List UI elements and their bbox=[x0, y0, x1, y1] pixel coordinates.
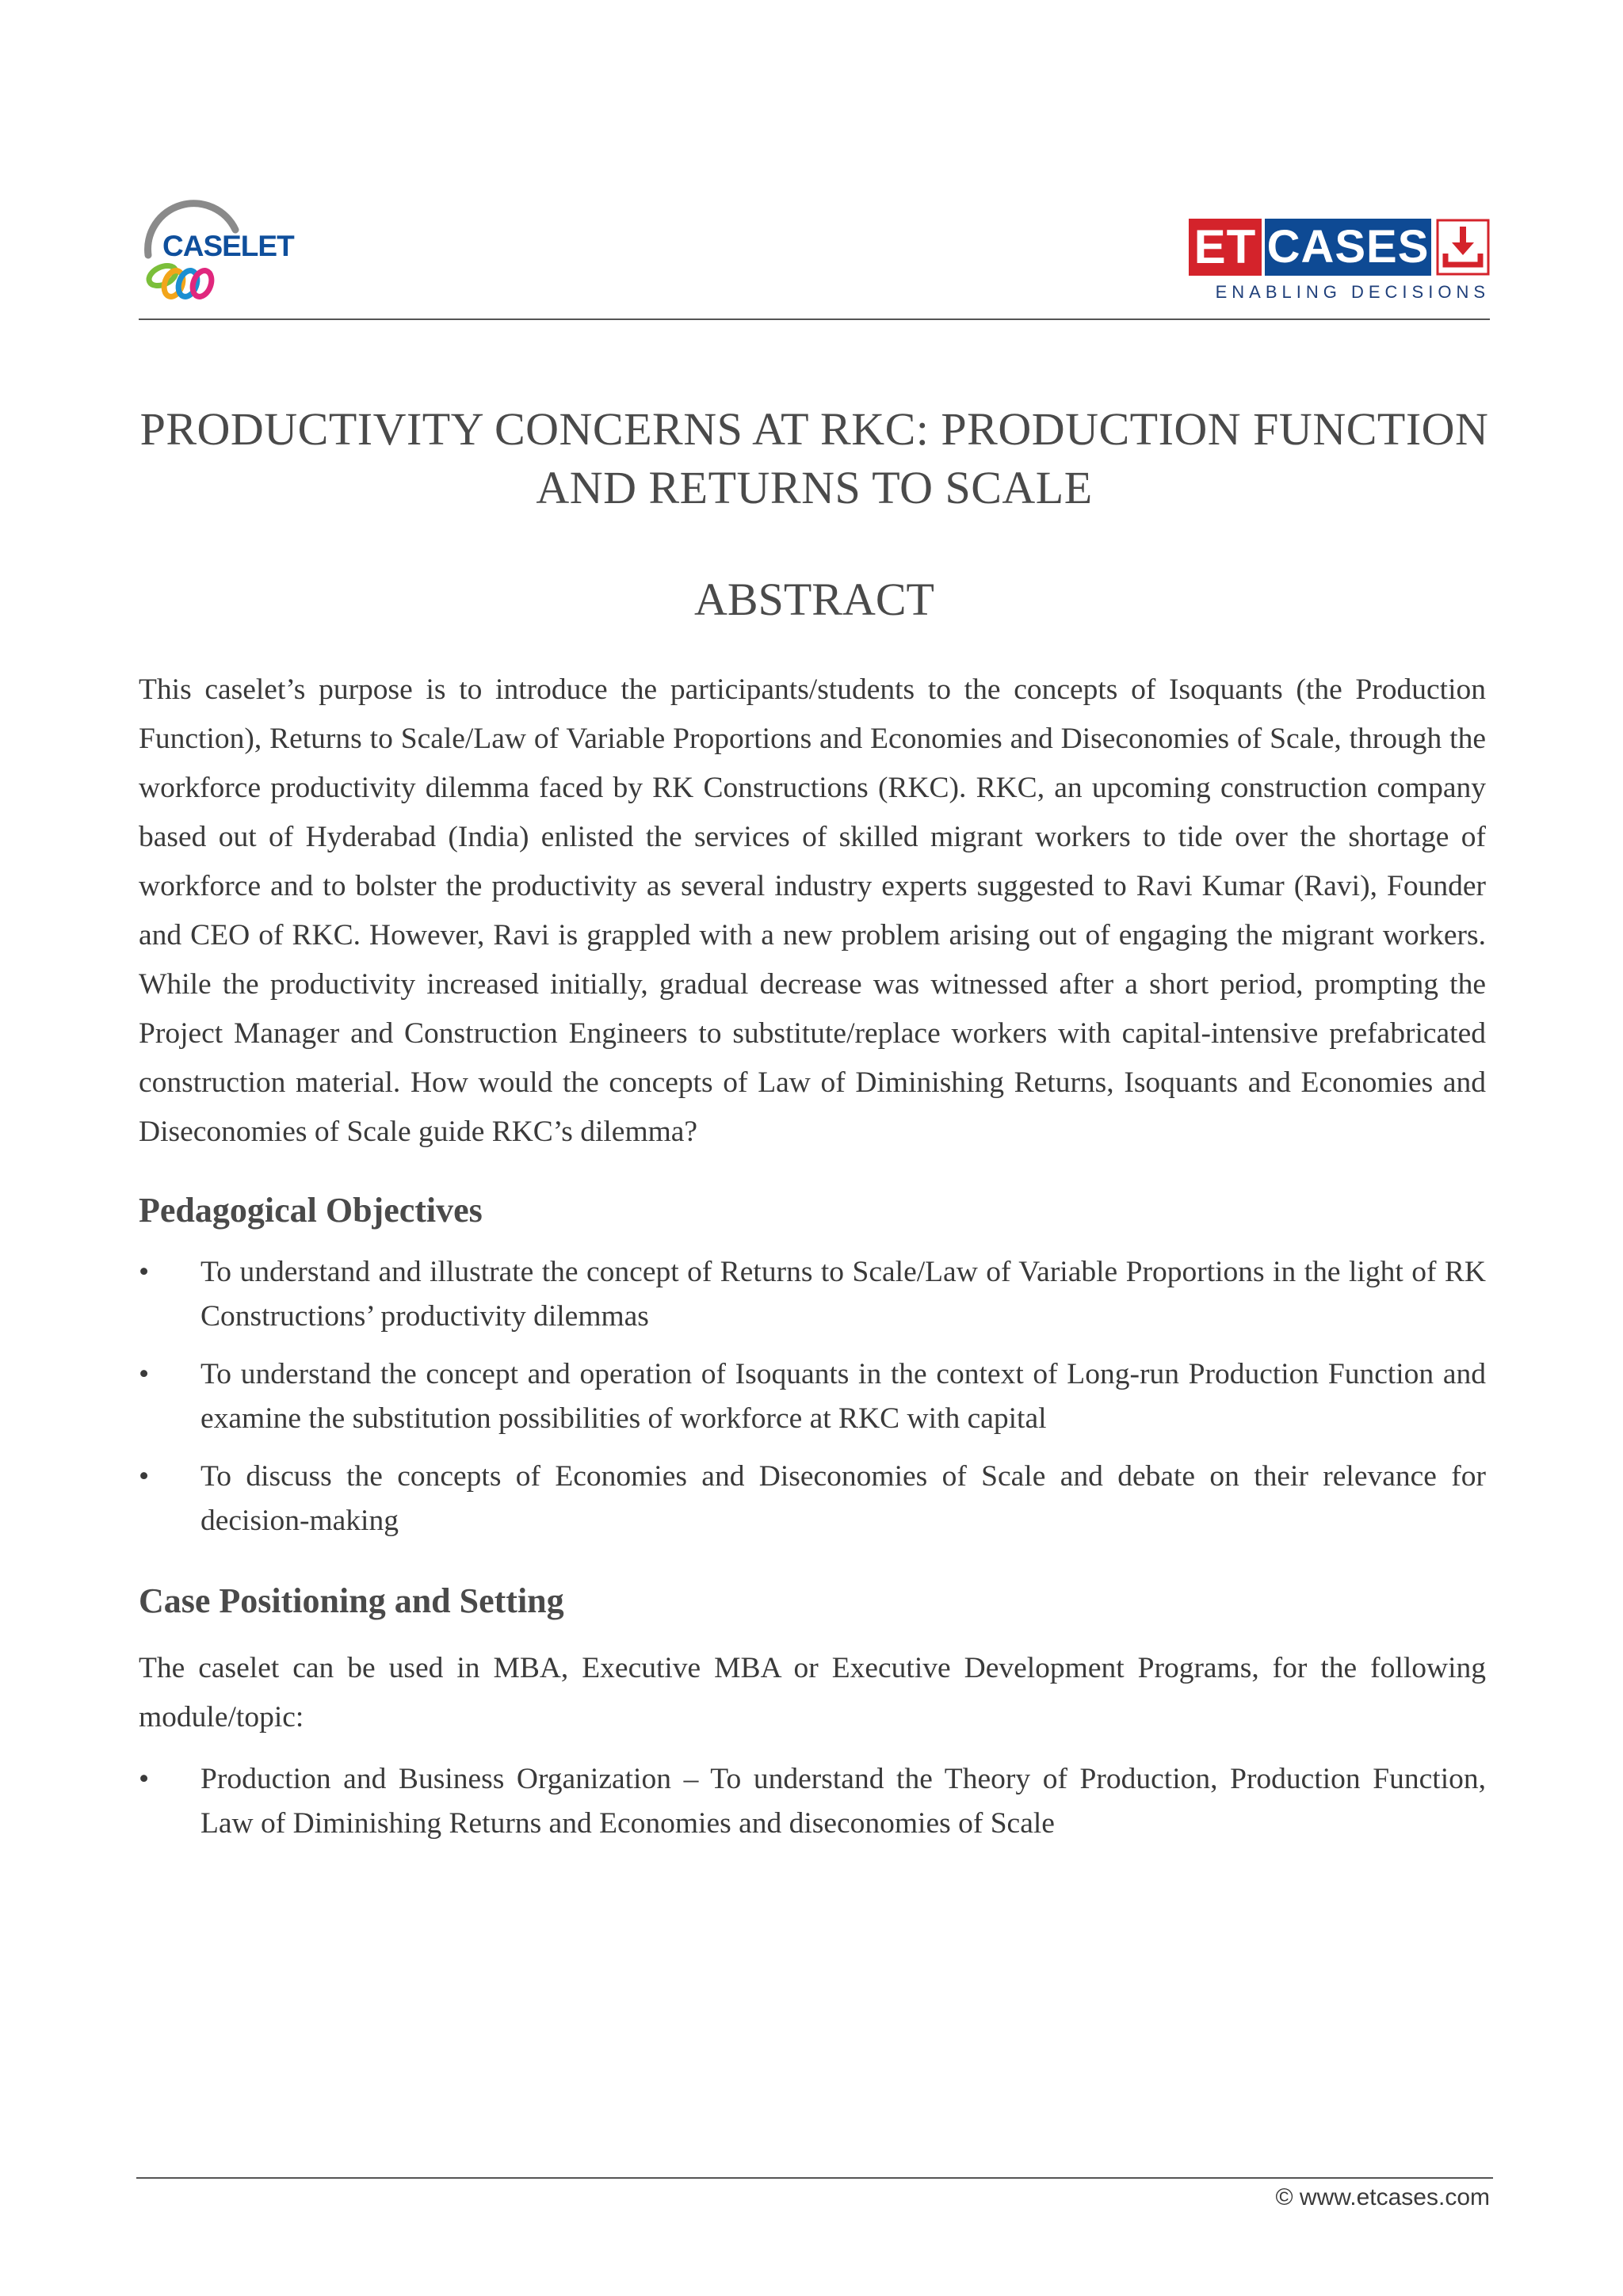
et-logo-block: ET bbox=[1189, 219, 1262, 276]
bullet-icon: • bbox=[139, 1460, 150, 1493]
download-icon bbox=[1436, 219, 1490, 276]
etcases-logo bbox=[1189, 219, 1490, 306]
list-item bbox=[139, 1250, 1486, 1339]
pedagogical-objectives-heading: Pedagogical Objectives bbox=[139, 1191, 483, 1230]
list-item-text: To discuss the concepts of Economies and Diseconomies of Scale and debate on their relevance for decision-making bbox=[200, 1460, 1486, 1537]
list-item bbox=[139, 1757, 1486, 1846]
list-item bbox=[139, 1455, 1486, 1543]
case-positioning-heading: Case Positioning and Setting bbox=[139, 1581, 564, 1620]
list-item-text: Production and Business Organization – To understand the Theory of Production, Production Function, Law of Diminishing Returns and Economies and diseconomies of Scale bbox=[200, 1763, 1486, 1840]
bullet-icon: • bbox=[139, 1358, 150, 1390]
footer-copyright: © www.etcases.com bbox=[1275, 2184, 1490, 2210]
list-item-text: To understand and illustrate the concept of Returns to Scale/Law of Variable Proportions in the light of RK Constructions’ productivity dilemmas bbox=[200, 1256, 1486, 1333]
abstract-heading: ABSTRACT bbox=[694, 574, 934, 625]
footer-divider bbox=[136, 2177, 1493, 2179]
page-header bbox=[139, 190, 1490, 320]
bullet-icon: • bbox=[139, 1256, 150, 1288]
case-positioning-paragraph: The caselet can be used in MBA, Executive MBA or Executive Development Programs, for the following module/topic: bbox=[139, 1652, 1486, 1733]
list-item-text: To understand the concept and operation of Isoquants in the context of Long-run Production Function and examine the substitution possibilities of workforce at RKC with capital bbox=[200, 1358, 1486, 1435]
etcases-tagline: ENABLING DECISIONS bbox=[1215, 282, 1490, 302]
bullet-icon: • bbox=[139, 1763, 150, 1795]
caselet-logo bbox=[139, 198, 321, 301]
case-positioning-list bbox=[139, 1757, 1486, 1859]
cases-logo-block: CASES bbox=[1265, 219, 1431, 276]
caselet-logo-text: CASELET bbox=[162, 230, 294, 262]
list-item bbox=[139, 1352, 1486, 1441]
document-title: PRODUCTIVITY CONCERNS AT RKC: PRODUCTION FUNCTION AND RETURNS TO SCALE bbox=[139, 403, 1489, 513]
abstract-paragraph: This caselet’s purpose is to introduce the participants/students to the concepts of Isoquants (the Production Function), Returns to Scale/Law of Variable Proportions and Economies and Diseconomies of Scale, through the workforce productivity dilemma faced by RK Constructions (RKC). RKC, an upcoming construction company based out of Hyderabad (India) enlisted the services of skilled migrant workers to tide over the shortage of workforce and to bolster the productivity as several industry experts suggested to Ravi Kumar (Ravi), Founder and CEO of RKC. However, Ravi is grappled with a new problem arising out of engaging the migrant workers. While the productivity increased initially, gradual decrease was witnessed after a short period, prompting the Project Manager and Construction Engineers to substitute/replace workers with capital-intensive prefabricated construction material. How would the concepts of Law of Diminishing Returns, Isoquants and Economies and Diseconomies of Scale guide RKC’s dilemma? bbox=[139, 673, 1486, 1148]
pedagogical-objectives-list bbox=[139, 1250, 1486, 1557]
